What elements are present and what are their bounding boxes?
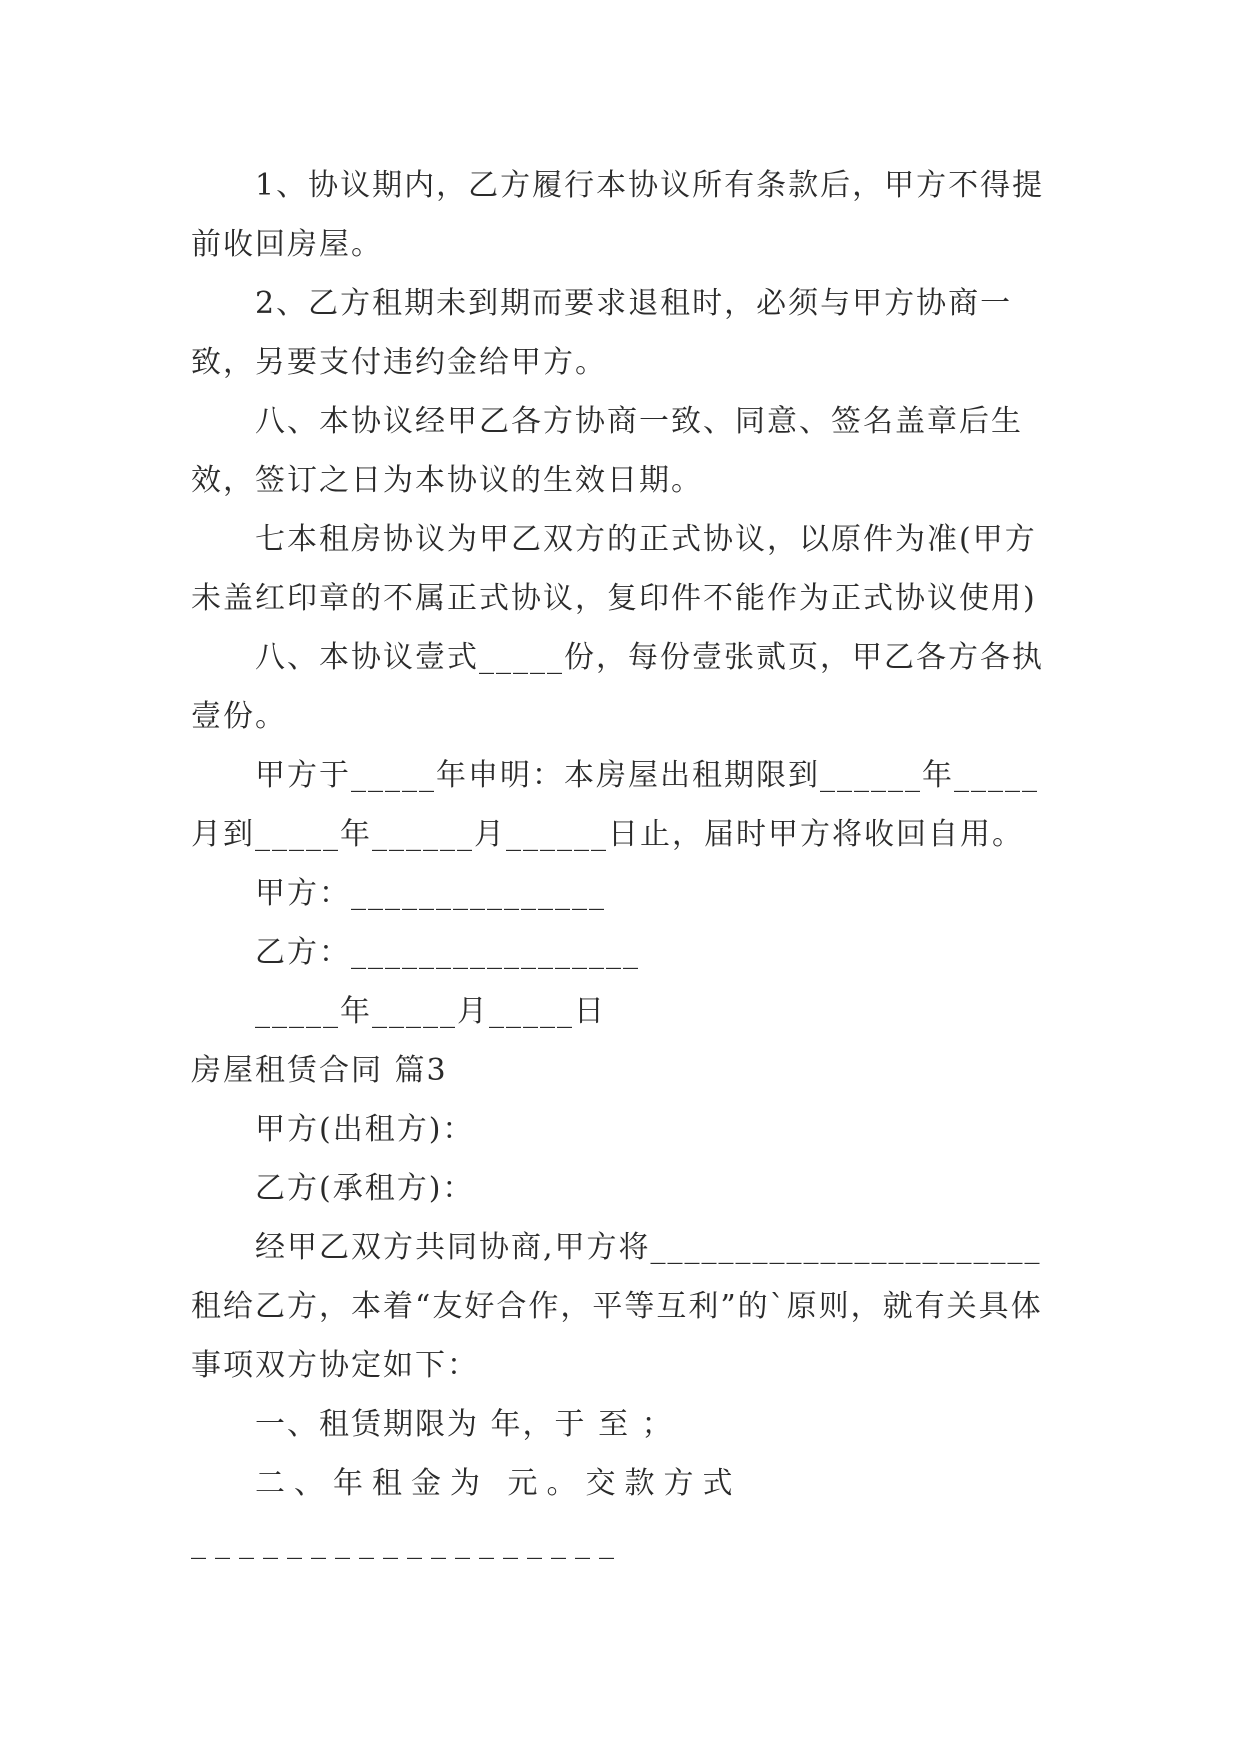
agreement-intro-paragraph: 经甲乙双方共同协商,甲方将_______________________租给乙方，本着“友好合作，平等互利”的`原则，就有关具体事项双方协定如下：	[191, 1230, 1043, 1383]
clause-1-paragraph: 1、协议期内，乙方履行本协议所有条款后，甲方不得提前收回房屋。	[191, 168, 1045, 262]
clause-eight-effective-paragraph: 八、本协议经甲乙各方协商一致、同意、签名盖章后生效，签订之日为本协议的生效日期。	[191, 404, 1023, 498]
clause-2-paragraph: 2、乙方租期未到期而要求退租时，必须与甲方协商一致，另要支付违约金给甲方。	[191, 286, 1013, 380]
party-b-signature-line: 乙方：_________________	[255, 935, 640, 970]
party-a-signature-line: 甲方：_______________	[255, 876, 606, 911]
lease-term-statement-paragraph: 甲方于_____年申明：本房屋出租期限到______年_____月到_____年______月______日止，届时甲方将收回自用。	[191, 758, 1039, 852]
clause-two-rent-paragraph: 二、年租金为 元。交款方式__________________	[191, 1466, 742, 1560]
party-b-lessee-line: 乙方(承租方)：	[255, 1171, 475, 1206]
document-body	[191, 156, 1051, 1572]
section-heading: 房屋租赁合同 篇3	[191, 1053, 448, 1088]
clause-one-term-paragraph: 一、租赁期限为 年，于 至 ；	[255, 1407, 674, 1442]
party-a-lessor-line: 甲方(出租方)：	[255, 1112, 475, 1147]
signature-date-line: _____年_____月_____日	[255, 994, 606, 1029]
clause-eight-copies-paragraph: 八、本协议壹式_____份，每份壹张贰页，甲乙各方各执壹份。	[191, 640, 1044, 734]
clause-seven-original-paragraph: 七本租房协议为甲乙双方的正式协议，以原件为准(甲方未盖红印章的不属正式协议，复印件不能作为正式协议使用)	[191, 522, 1037, 616]
